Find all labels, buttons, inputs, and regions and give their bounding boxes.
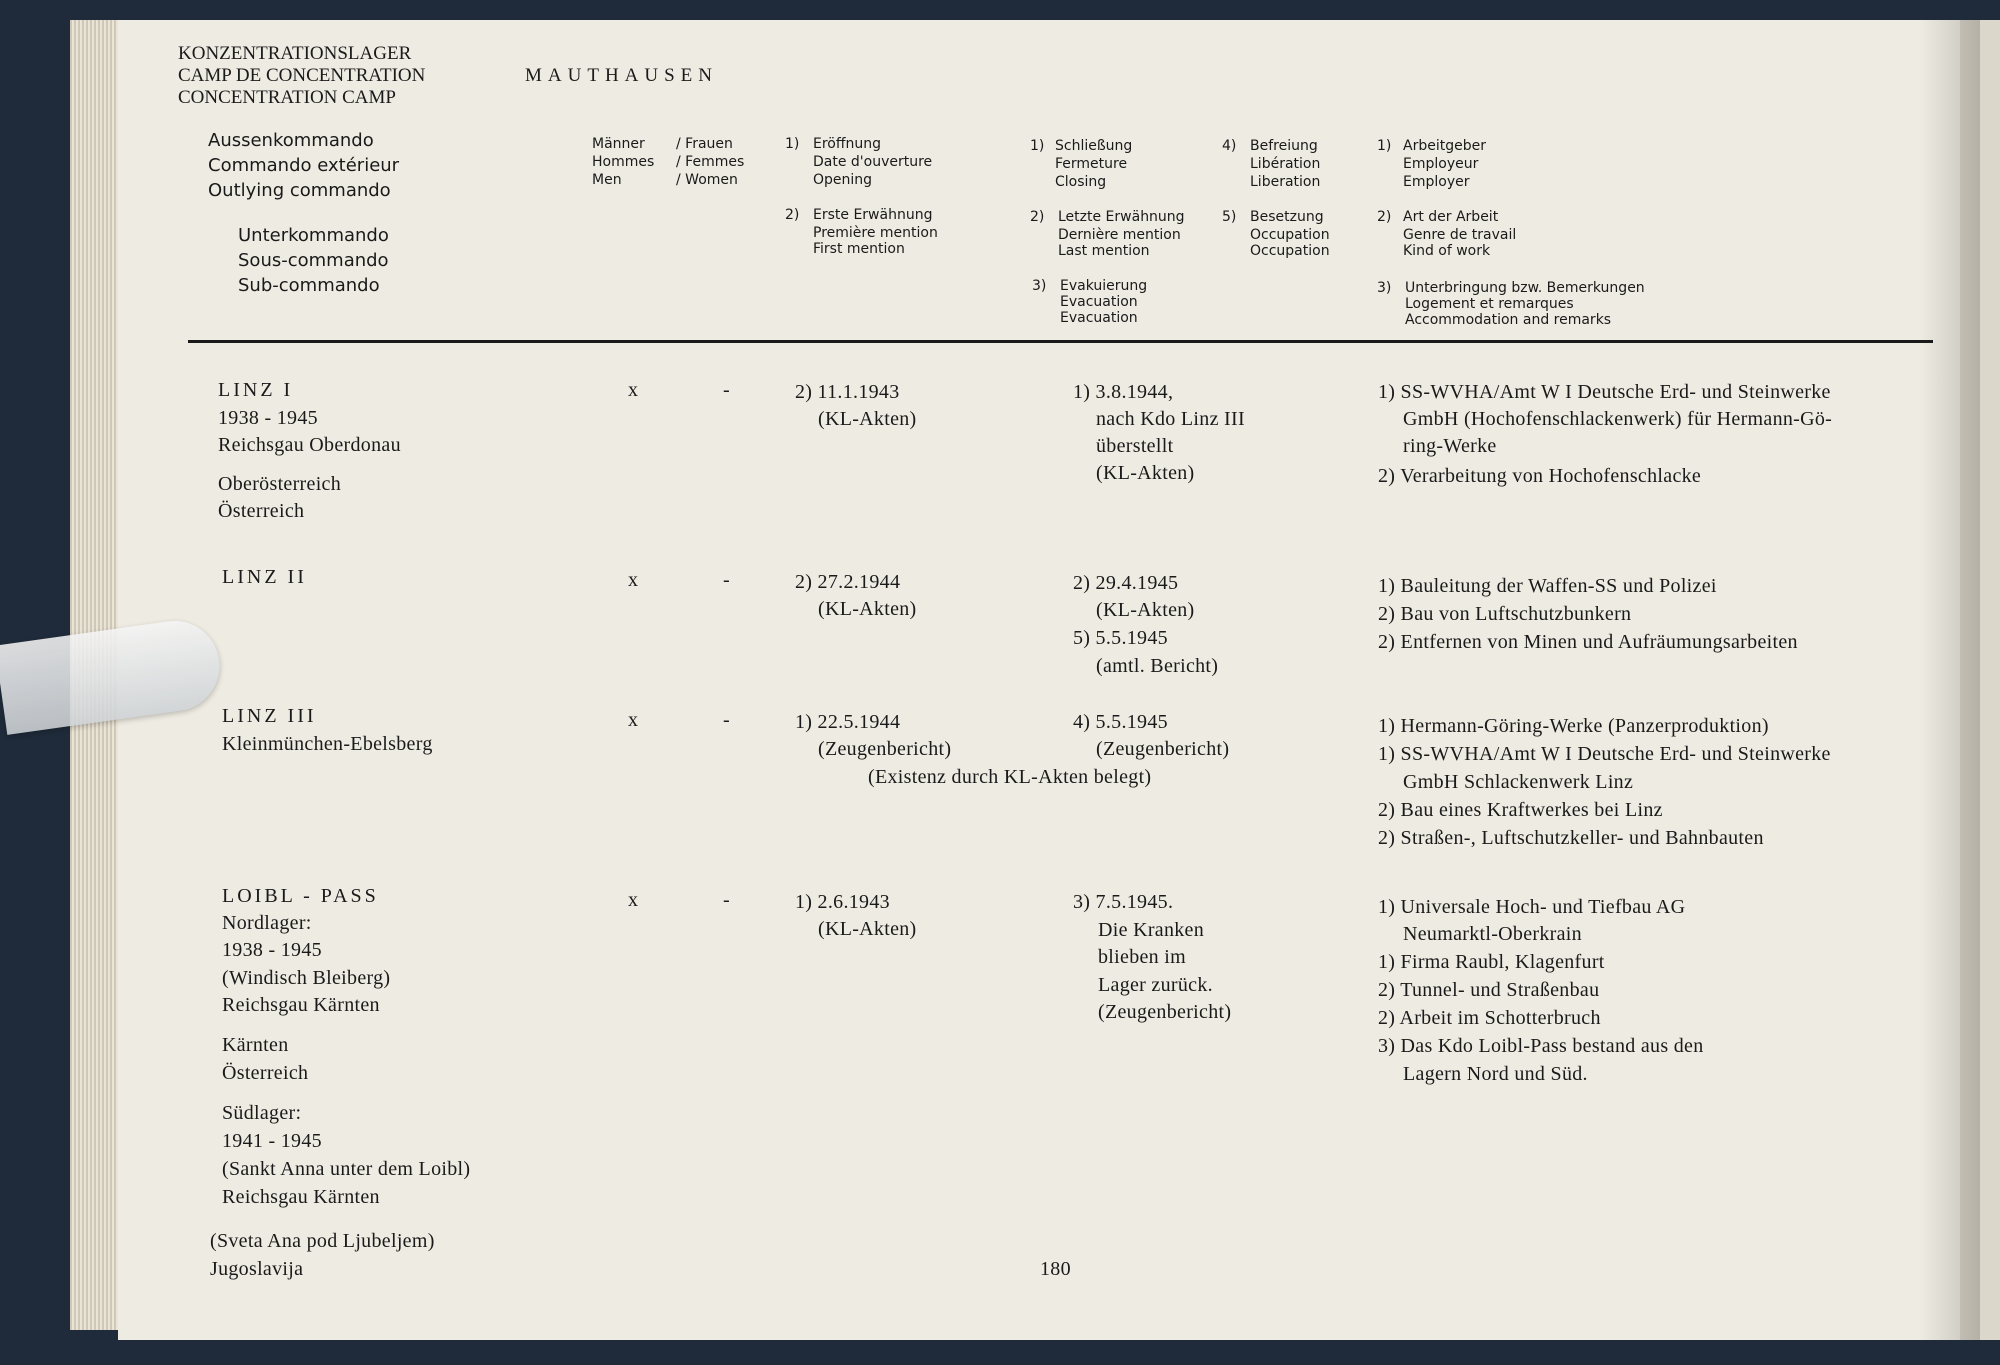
- entry-line: Jugoslavija: [210, 1258, 304, 1280]
- hdr-c3-5-c: Occupation: [1250, 243, 1330, 259]
- entry-line: 1938 - 1945: [218, 407, 318, 429]
- hdr-c4-1-b: Employeur: [1403, 156, 1479, 172]
- open-date: 2) 11.1.1943: [795, 381, 900, 403]
- open-date: 1) 22.5.1944: [795, 711, 901, 733]
- work-line: Lagern Nord und Süd.: [1403, 1063, 1588, 1085]
- hdr-c3-4-num: 4): [1222, 138, 1237, 154]
- work-line: 2) Verarbeitung von Hochofenschlacke: [1378, 465, 1702, 487]
- work-line: 1) SS-WVHA/Amt W I Deutsche Erd- und Steinwerke: [1378, 381, 1831, 403]
- men-mark: x: [628, 709, 639, 731]
- women-de: / Frauen: [676, 136, 733, 152]
- hdr-c2-1-b: Fermeture: [1055, 156, 1128, 172]
- entry-line: (Sveta Ana pod Ljubeljem): [210, 1230, 435, 1252]
- work-line: 1) Universale Hoch- und Tiefbau AG: [1378, 896, 1686, 918]
- hdr-c2-1-a: Schließung: [1055, 138, 1133, 154]
- hdr-c4-2-b: Genre de travail: [1403, 227, 1517, 243]
- entry-line: Nordlager:: [222, 912, 312, 934]
- hdr-c3-4-a: Befreiung: [1250, 138, 1318, 154]
- open-date: 1) 2.6.1943: [795, 891, 890, 913]
- men-en: Men: [592, 172, 622, 188]
- hdr-c2-2-num: 2): [1030, 209, 1045, 225]
- hdr-c2-3-c: Evacuation: [1060, 310, 1138, 326]
- close-line: (Zeugenbericht): [1096, 738, 1230, 760]
- close-line: 5) 5.5.1945: [1073, 627, 1168, 649]
- men-mark: x: [628, 569, 639, 591]
- hdr-c2-1-num: 1): [1030, 138, 1045, 154]
- hdr-c4-1-a: Arbeitgeber: [1403, 138, 1486, 154]
- outlying-de: Aussenkommando: [208, 130, 374, 151]
- hdr-c1-1-c: Opening: [813, 172, 873, 188]
- entry-line: Südlager:: [222, 1102, 302, 1124]
- header-rule: [188, 340, 1933, 343]
- hdr-c2-3-num: 3): [1032, 278, 1047, 294]
- women-en: / Women: [676, 172, 738, 188]
- close-line: 1) 3.8.1944,: [1073, 381, 1174, 403]
- hdr-c4-1-c: Employer: [1403, 174, 1470, 190]
- hdr-c1-2-a: Erste Erwähnung: [813, 207, 933, 223]
- work-line: 1) Bauleitung der Waffen-SS und Polizei: [1378, 575, 1717, 597]
- entry-name-linz-3: LINZ III: [222, 705, 317, 727]
- work-line: 1) SS-WVHA/Amt W I Deutsche Erd- und Steinwerke: [1378, 743, 1831, 765]
- work-line: ring-Werke: [1403, 435, 1497, 457]
- close-line: Die Kranken: [1098, 919, 1205, 941]
- entry-name-loibl-pass: LOIBL - PASS: [222, 885, 379, 907]
- work-line: 3) Das Kdo Loibl-Pass bestand aus den: [1378, 1035, 1704, 1057]
- hdr-c3-5-a: Besetzung: [1250, 209, 1324, 225]
- hdr-c4-2-c: Kind of work: [1403, 243, 1491, 259]
- sub-en: Sub-commando: [238, 275, 380, 296]
- open-source: (Zeugenbericht): [818, 738, 952, 760]
- men-mark: x: [628, 379, 639, 401]
- women-mark: -: [723, 709, 730, 731]
- work-line: 2) Tunnel- und Straßenbau: [1378, 979, 1600, 1001]
- existence-note: (Existenz durch KL-Akten belegt): [868, 766, 1152, 788]
- hdr-c3-4-c: Liberation: [1250, 174, 1321, 190]
- page-shadow: [1920, 20, 1980, 1340]
- entry-line: (Sankt Anna unter dem Loibl): [222, 1158, 471, 1180]
- hdr-c4-2-a: Art der Arbeit: [1403, 209, 1499, 225]
- open-date: 2) 27.2.1944: [795, 571, 901, 593]
- hdr-c4-3-c: Accommodation and remarks: [1405, 312, 1612, 328]
- close-line: (KL-Akten): [1096, 599, 1195, 621]
- women-mark: -: [723, 889, 730, 911]
- work-line: 2) Arbeit im Schotterbruch: [1378, 1007, 1601, 1029]
- close-line: 4) 5.5.1945: [1073, 711, 1168, 733]
- camp-title-en: CONCENTRATION CAMP: [178, 87, 396, 108]
- hdr-c2-2-c: Last mention: [1058, 243, 1150, 259]
- open-source: (KL-Akten): [818, 408, 917, 430]
- close-line: (amtl. Bericht): [1096, 655, 1219, 677]
- hdr-c1-2-num: 2): [785, 207, 800, 223]
- women-mark: -: [723, 569, 730, 591]
- hdr-c2-2-b: Dernière mention: [1058, 227, 1181, 243]
- work-line: 1) Firma Raubl, Klagenfurt: [1378, 951, 1605, 973]
- entry-line: 1941 - 1945: [222, 1130, 322, 1152]
- close-line: 3) 7.5.1945.: [1073, 891, 1174, 913]
- hdr-c1-2-b: Première mention: [813, 225, 938, 241]
- work-line: 2) Bau eines Kraftwerkes bei Linz: [1378, 799, 1663, 821]
- entry-line: (Windisch Bleiberg): [222, 967, 391, 989]
- work-line: 2) Straßen-, Luftschutzkeller- und Bahnbauten: [1378, 827, 1764, 849]
- hdr-c3-5-num: 5): [1222, 209, 1237, 225]
- hdr-c2-3-b: Evacuation: [1060, 294, 1138, 310]
- men-fr: Hommes: [592, 154, 655, 170]
- outlying-en: Outlying commando: [208, 180, 391, 201]
- men-mark: x: [628, 889, 639, 911]
- hdr-c1-1-a: Eröffnung: [813, 136, 882, 152]
- entry-line: Reichsgau Kärnten: [222, 1186, 380, 1208]
- close-line: überstellt: [1096, 435, 1174, 457]
- entry-line: 1938 - 1945: [222, 939, 322, 961]
- work-line: GmbH (Hochofenschlackenwerk) für Hermann-Gö-: [1403, 408, 1833, 430]
- open-source: (KL-Akten): [818, 918, 917, 940]
- hdr-c1-1-num: 1): [785, 136, 800, 152]
- hdr-c1-1-b: Date d'ouverture: [813, 154, 933, 170]
- camp-title-fr: CAMP DE CONCENTRATION: [178, 65, 426, 86]
- hdr-c2-1-c: Closing: [1055, 174, 1107, 190]
- entry-line: Österreich: [222, 1062, 309, 1084]
- work-line: 2) Entfernen von Minen und Aufräumungsarbeiten: [1378, 631, 1798, 653]
- camp-title-de: KONZENTRATIONSLAGER: [178, 43, 412, 64]
- entry-line: Reichsgau Oberdonau: [218, 434, 401, 456]
- close-line: (KL-Akten): [1096, 462, 1195, 484]
- close-line: blieben im: [1098, 946, 1186, 968]
- sub-fr: Sous-commando: [238, 250, 389, 271]
- entry-name-linz-2: LINZ II: [222, 566, 307, 588]
- page-number: 180: [1040, 1258, 1071, 1280]
- close-line: (Zeugenbericht): [1098, 1001, 1232, 1023]
- hdr-c4-2-num: 2): [1377, 209, 1392, 225]
- outlying-fr: Commando extérieur: [208, 155, 400, 176]
- hdr-c4-3-b: Logement et remarques: [1405, 296, 1574, 312]
- close-line: Lager zurück.: [1098, 974, 1213, 996]
- hdr-c3-5-b: Occupation: [1250, 227, 1330, 243]
- camp-name: MAUTHAUSEN: [525, 65, 718, 86]
- entry-line: Oberösterreich: [218, 473, 342, 495]
- entry-line: Reichsgau Kärnten: [222, 994, 380, 1016]
- hdr-c4-3-num: 3): [1377, 280, 1392, 296]
- men-de: Männer: [592, 136, 645, 152]
- hdr-c2-2-a: Letzte Erwähnung: [1058, 209, 1185, 225]
- entry-line: Österreich: [218, 500, 305, 522]
- close-line: nach Kdo Linz III: [1096, 408, 1245, 430]
- hdr-c2-3-a: Evakuierung: [1060, 278, 1148, 294]
- women-mark: -: [723, 379, 730, 401]
- entry-name-linz-1: LINZ I: [218, 379, 294, 401]
- women-fr: / Femmes: [676, 154, 745, 170]
- close-line: 2) 29.4.1945: [1073, 572, 1179, 594]
- entry-line: Kärnten: [222, 1034, 289, 1056]
- hdr-c4-3-a: Unterbringung bzw. Bemerkungen: [1405, 280, 1645, 296]
- sub-de: Unterkommando: [238, 225, 389, 246]
- hdr-c3-4-b: Libération: [1250, 156, 1321, 172]
- work-line: 1) Hermann-Göring-Werke (Panzerproduktion): [1378, 715, 1769, 737]
- hdr-c4-1-num: 1): [1377, 138, 1392, 154]
- entry-line: Kleinmünchen-Ebelsberg: [222, 733, 433, 755]
- work-line: Neumarktl-Oberkrain: [1403, 923, 1582, 945]
- work-line: 2) Bau von Luftschutzbunkern: [1378, 603, 1632, 625]
- open-source: (KL-Akten): [818, 598, 917, 620]
- hdr-c1-2-c: First mention: [813, 241, 905, 257]
- work-line: GmbH Schlackenwerk Linz: [1403, 771, 1634, 793]
